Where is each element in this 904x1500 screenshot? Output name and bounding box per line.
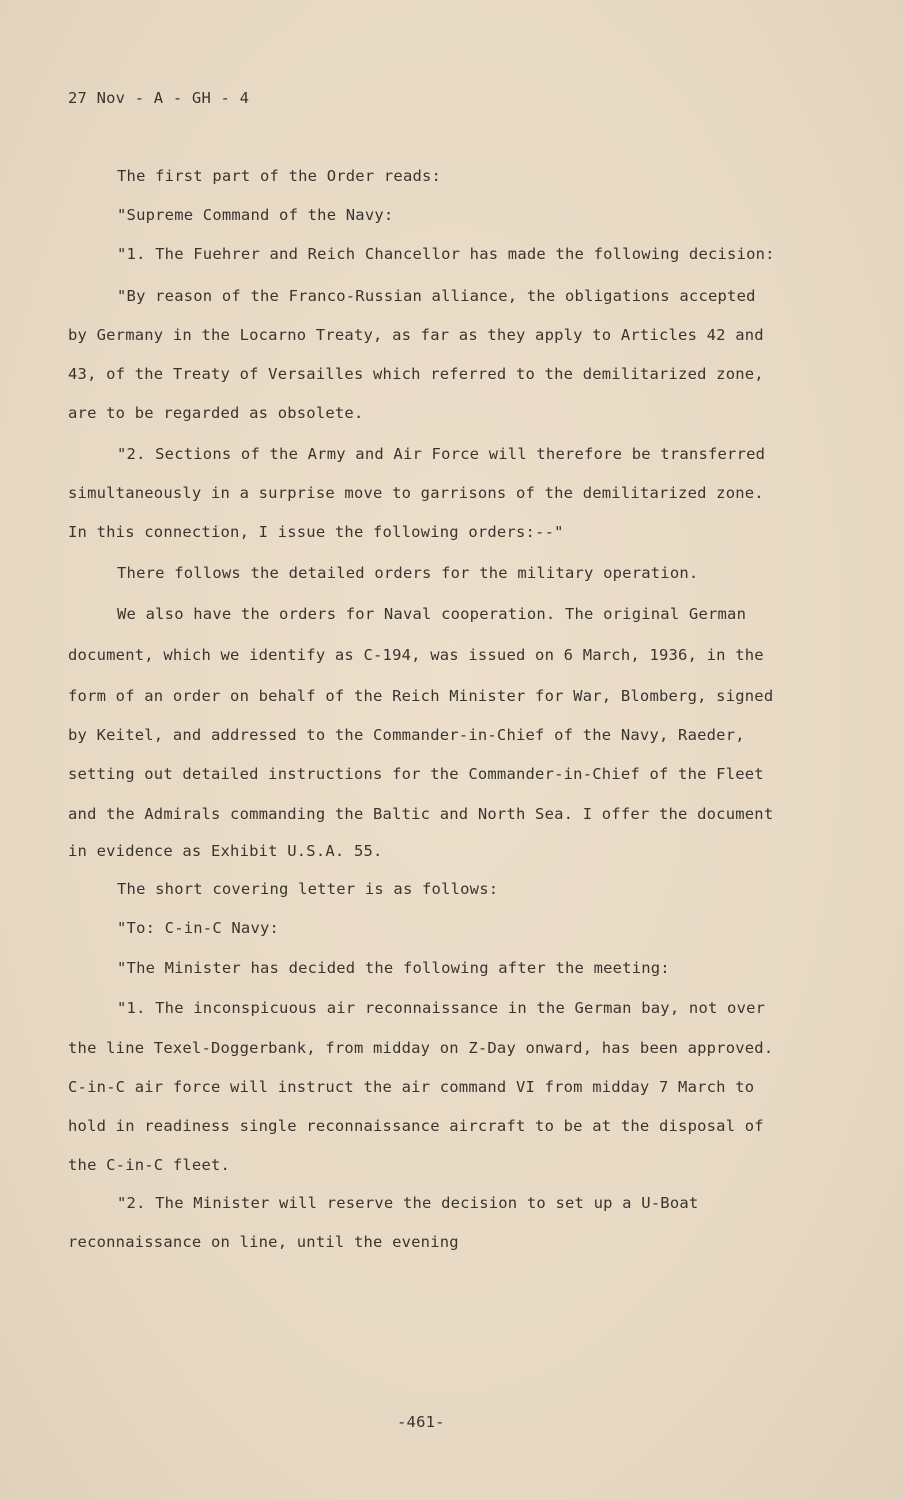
text-line: We also have the orders for Naval cooperation. The original German bbox=[117, 605, 747, 623]
text-line: and the Admirals commanding the Baltic and North Sea. I offer the document bbox=[68, 805, 774, 823]
text-line: "To: C-in-C Navy: bbox=[117, 919, 280, 937]
text-line: There follows the detailed orders for the military operation. bbox=[117, 564, 699, 582]
text-line: the line Texel-Doggerbank, from midday on Z-Day onward, has been approved. bbox=[68, 1039, 774, 1057]
text-line: reconnaissance on line, until the evening bbox=[68, 1233, 459, 1251]
text-line: "2. Sections of the Army and Air Force will therefore be transferred bbox=[117, 445, 766, 463]
text-line: "2. The Minister will reserve the decision to set up a U-Boat bbox=[117, 1194, 699, 1212]
text-line: by Keitel, and addressed to the Commander-in-Chief of the Navy, Raeder, bbox=[68, 726, 745, 744]
text-line: simultaneously in a surprise move to garrisons of the demilitarized zone. bbox=[68, 484, 764, 502]
page-header: 27 Nov - A - GH - 4 bbox=[68, 89, 250, 107]
text-line: In this connection, I issue the following orders:--" bbox=[68, 523, 564, 541]
text-line: The first part of the Order reads: bbox=[117, 167, 442, 185]
text-line: The short covering letter is as follows: bbox=[117, 880, 499, 898]
text-line: "Supreme Command of the Navy: bbox=[117, 206, 394, 224]
text-line: the C-in-C fleet. bbox=[68, 1156, 231, 1174]
text-line: "1. The inconspicuous air reconnaissance in the German bay, not over bbox=[117, 999, 766, 1017]
text-line: by Germany in the Locarno Treaty, as far as they apply to Articles 42 and bbox=[68, 326, 764, 344]
text-line: "The Minister has decided the following after the meeting: bbox=[117, 959, 670, 977]
text-line: setting out detailed instructions for the Commander-in-Chief of the Fleet bbox=[68, 765, 764, 783]
text-line: form of an order on behalf of the Reich Minister for War, Blomberg, signed bbox=[68, 687, 774, 705]
text-line: are to be regarded as obsolete. bbox=[68, 404, 364, 422]
text-line: in evidence as Exhibit U.S.A. 55. bbox=[68, 842, 383, 860]
text-line: document, which we identify as C-194, was issued on 6 March, 1936, in the bbox=[68, 646, 764, 664]
text-line: "By reason of the Franco-Russian alliance, the obligations accepted bbox=[117, 287, 756, 305]
text-line: hold in readiness single reconnaissance aircraft to be at the disposal of bbox=[68, 1117, 764, 1135]
text-line: "1. The Fuehrer and Reich Chancellor has made the following decision: bbox=[117, 245, 775, 263]
text-line: C-in-C air force will instruct the air command VI from midday 7 March to bbox=[68, 1078, 755, 1096]
text-line: 43, of the Treaty of Versailles which referred to the demilitarized zone, bbox=[68, 365, 764, 383]
page-number: -461- bbox=[397, 1413, 445, 1431]
